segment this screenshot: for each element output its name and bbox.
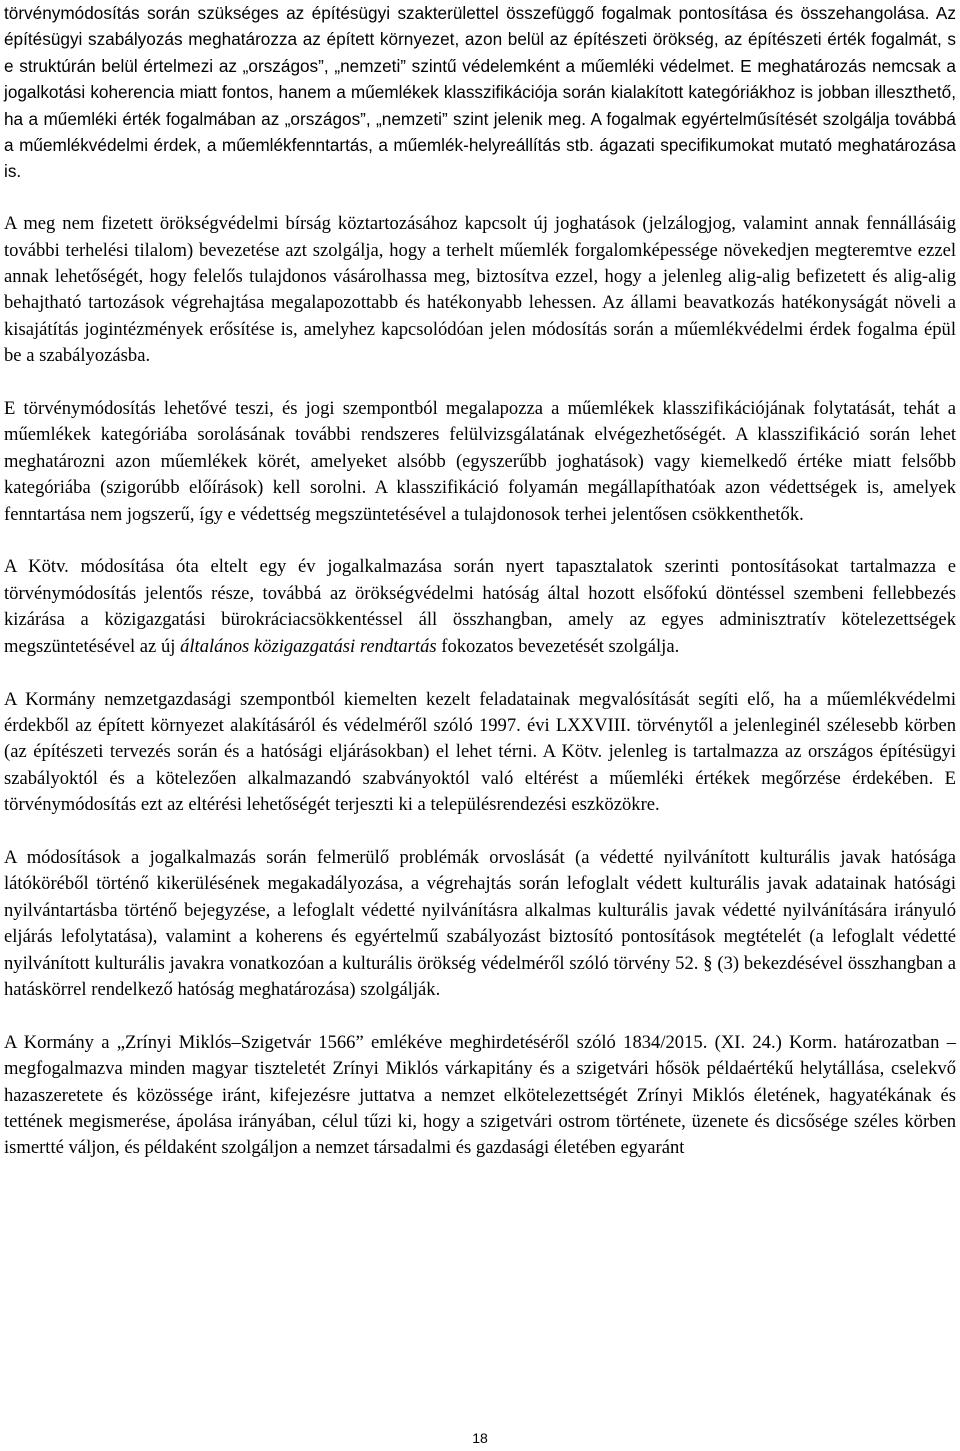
paragraph-5: A Kormány nemzetgazdasági szempontból kiemelten kezelt feladatainak megvalósítását segíti elő, ha a műemlékvédelmi érdekből az épített környezet alakításáról és védelméről szóló 1997. évi LXXVIII. törvénytől a jelenleginél szélesebb körben (az építészeti tervezés során és a hatósági eljárásokban) el lehet térni. A Kötv. jelenleg is tartalmazza az országos építésügyi szabályoktól és a kötelezően alkalmazandó szabványoktól való eltérést a műemléki értékek megőrzése érdekében. E törvénymódosítás ezt az eltérési lehetőségét terjeszti ki a településrendezési eszközökre. <box>4 688 956 816</box>
paragraph-4-italic-term: általános közigazgatási rendtartás <box>180 635 437 657</box>
paragraph-1-body: Az építésügyi szabályozás meghatározza az épített környezet, azon belül az építészeti örökség, az építészeti érték fogalmát, s e struktúrán belül értelmezi az „országos”, „nemzeti” szintű védelemként a műemléki védelmet. E meghatározás nemcsak a jogalkotási koherencia miatt fontos, hanem a műemlékek klasszifikációja során kialakított kategóriákhoz is jobban illeszthető, ha a műemléki érték fogalmában az „országos”, „nemzeti” szint jelenik meg. A fogalmak egyértelműsítését szolgálja továbbá a műemlékvédelmi érdek, a műemlékfenntartás, a műemlék-helyreállítás stb. ágazati specifikumokat mutató meghatározása is. <box>4 3 956 182</box>
paragraph-6: A módosítások a jogalkalmazás során felmerülő problémák orvoslását (a védetté nyilvánított kulturális javak hatósága látóköréből történő kikerülésének megakadályozása, a végrehajtás során lefoglalt védett kulturális javak adatainak hatósági nyilvántartásba történő bejegyzése, a lefoglalt védetté nyilvánításra alkalmas kulturális javak védetté nyilvánítására irányuló eljárás lefolytatása), valamint a koherens és egyértelmű szabályozást biztosító pontosítások megtételét (a lefoglalt védetté nyilvánított kulturális javakra vonatkozóan a kulturális örökség védelméről szóló törvény 52. § (3) bekezdésével összhangban a hatáskörrel rendelkező hatóság meghatározása) szolgálják. <box>4 846 956 1000</box>
page-number: 18 <box>472 1430 488 1446</box>
paragraph-1 <box>4 0 956 185</box>
paragraph-4-text-before: A Kötv. módosítása óta eltelt egy év jogalkalmazása során nyert tapasztalatok szerinti pontosításokat tartalmazza e törvénymódosítás jelentős része, továbbá az örökségvédelmi hatóság által hozott elsőfokú döntéssel szembeni fellebbezés kizárása a közigazgatási bürokráciacsökkentéssel áll összhangban, amely az egyes adminisztratív kötelezettségek megszüntetésével az új <box>4 556 956 657</box>
paragraph-4 <box>4 554 956 660</box>
paragraph-7: A Kormány a „Zrínyi Miklós–Szigetvár 1566” emlékéve meghirdetéséről szóló 1834/2015. (XI. 24.) Korm. határozatban – megfogalmazva minden magyar tiszteletét Zrínyi Miklós várkapitány és a szigetvári hősök példaértékű helytállása, cselekvő hazaszeretete és közössége iránt, kifejezésre juttatva a nemzet elkötelezettségét Zrínyi Miklós életének, hagyatékának és tettének megismerése, ápolása irányában, célul tűzi ki, hogy a szigetvári ostrom története, üzenete és dicsősége széles körben ismertté váljon, és példaként szolgáljon a nemzet társadalmi és gazdasági életében egyaránt <box>4 1031 956 1159</box>
paragraph-4-text-after: fokozatos bevezetését szolgálja. <box>436 635 680 657</box>
document-page <box>4 0 956 1162</box>
paragraph-1-intro: törvénymódosítás során szükséges az építésügyi szakterülettel összefüggő fogalmak pontosítása és összehangolása. <box>4 3 930 23</box>
paragraph-2: A meg nem fizetett örökségvédelmi bírság köztartozásához kapcsolt új joghatások (jelzálogjog, valamint annak fennállásáig további terhelési tilalom) bevezetése azt szolgálja, hogy a terhelt műemlék forgalomképessége növekedjen megteremtve ezzel annak lehetőségét, hogy felelős tulajdonos vásárolhassa meg, biztosítva ezzel, hogy a jelenleg alig-alig befizetett és alig-alig behajtható tartozások végrehajtása megalapozottabb és hatékonyabb lehessen. Az állami beavatkozás hatékonyságát növeli a kisajátítás jogintézmények erősítése is, amelyhez kapcsolódóan jelen módosítás során a műemlékvédelmi érdek fogalma épül be a szabályozásba. <box>4 213 956 367</box>
paragraph-3: E törvénymódosítás lehetővé teszi, és jogi szempontból megalapozza a műemlékek klasszifikációjának folytatását, tehát a műemlékek kategóriába sorolásának további rendszeres felülvizsgálatának elvégezhetőségét. A klasszifikáció során lehet meghatározni azon műemlékek körét, amelyeket alsóbb (egyszerűbb joghatások) vagy kiemelkedő értéke miatt felsőbb kategóriába (szigorúbb előírások) kell sorolni. A klasszifikáció folyamán megállapíthatóak azon védettségek is, amelyek fenntartása nem jogszerű, így e védettség megszüntetésével a tulajdonosok terhei jelentősen csökkenthetők. <box>4 398 956 525</box>
